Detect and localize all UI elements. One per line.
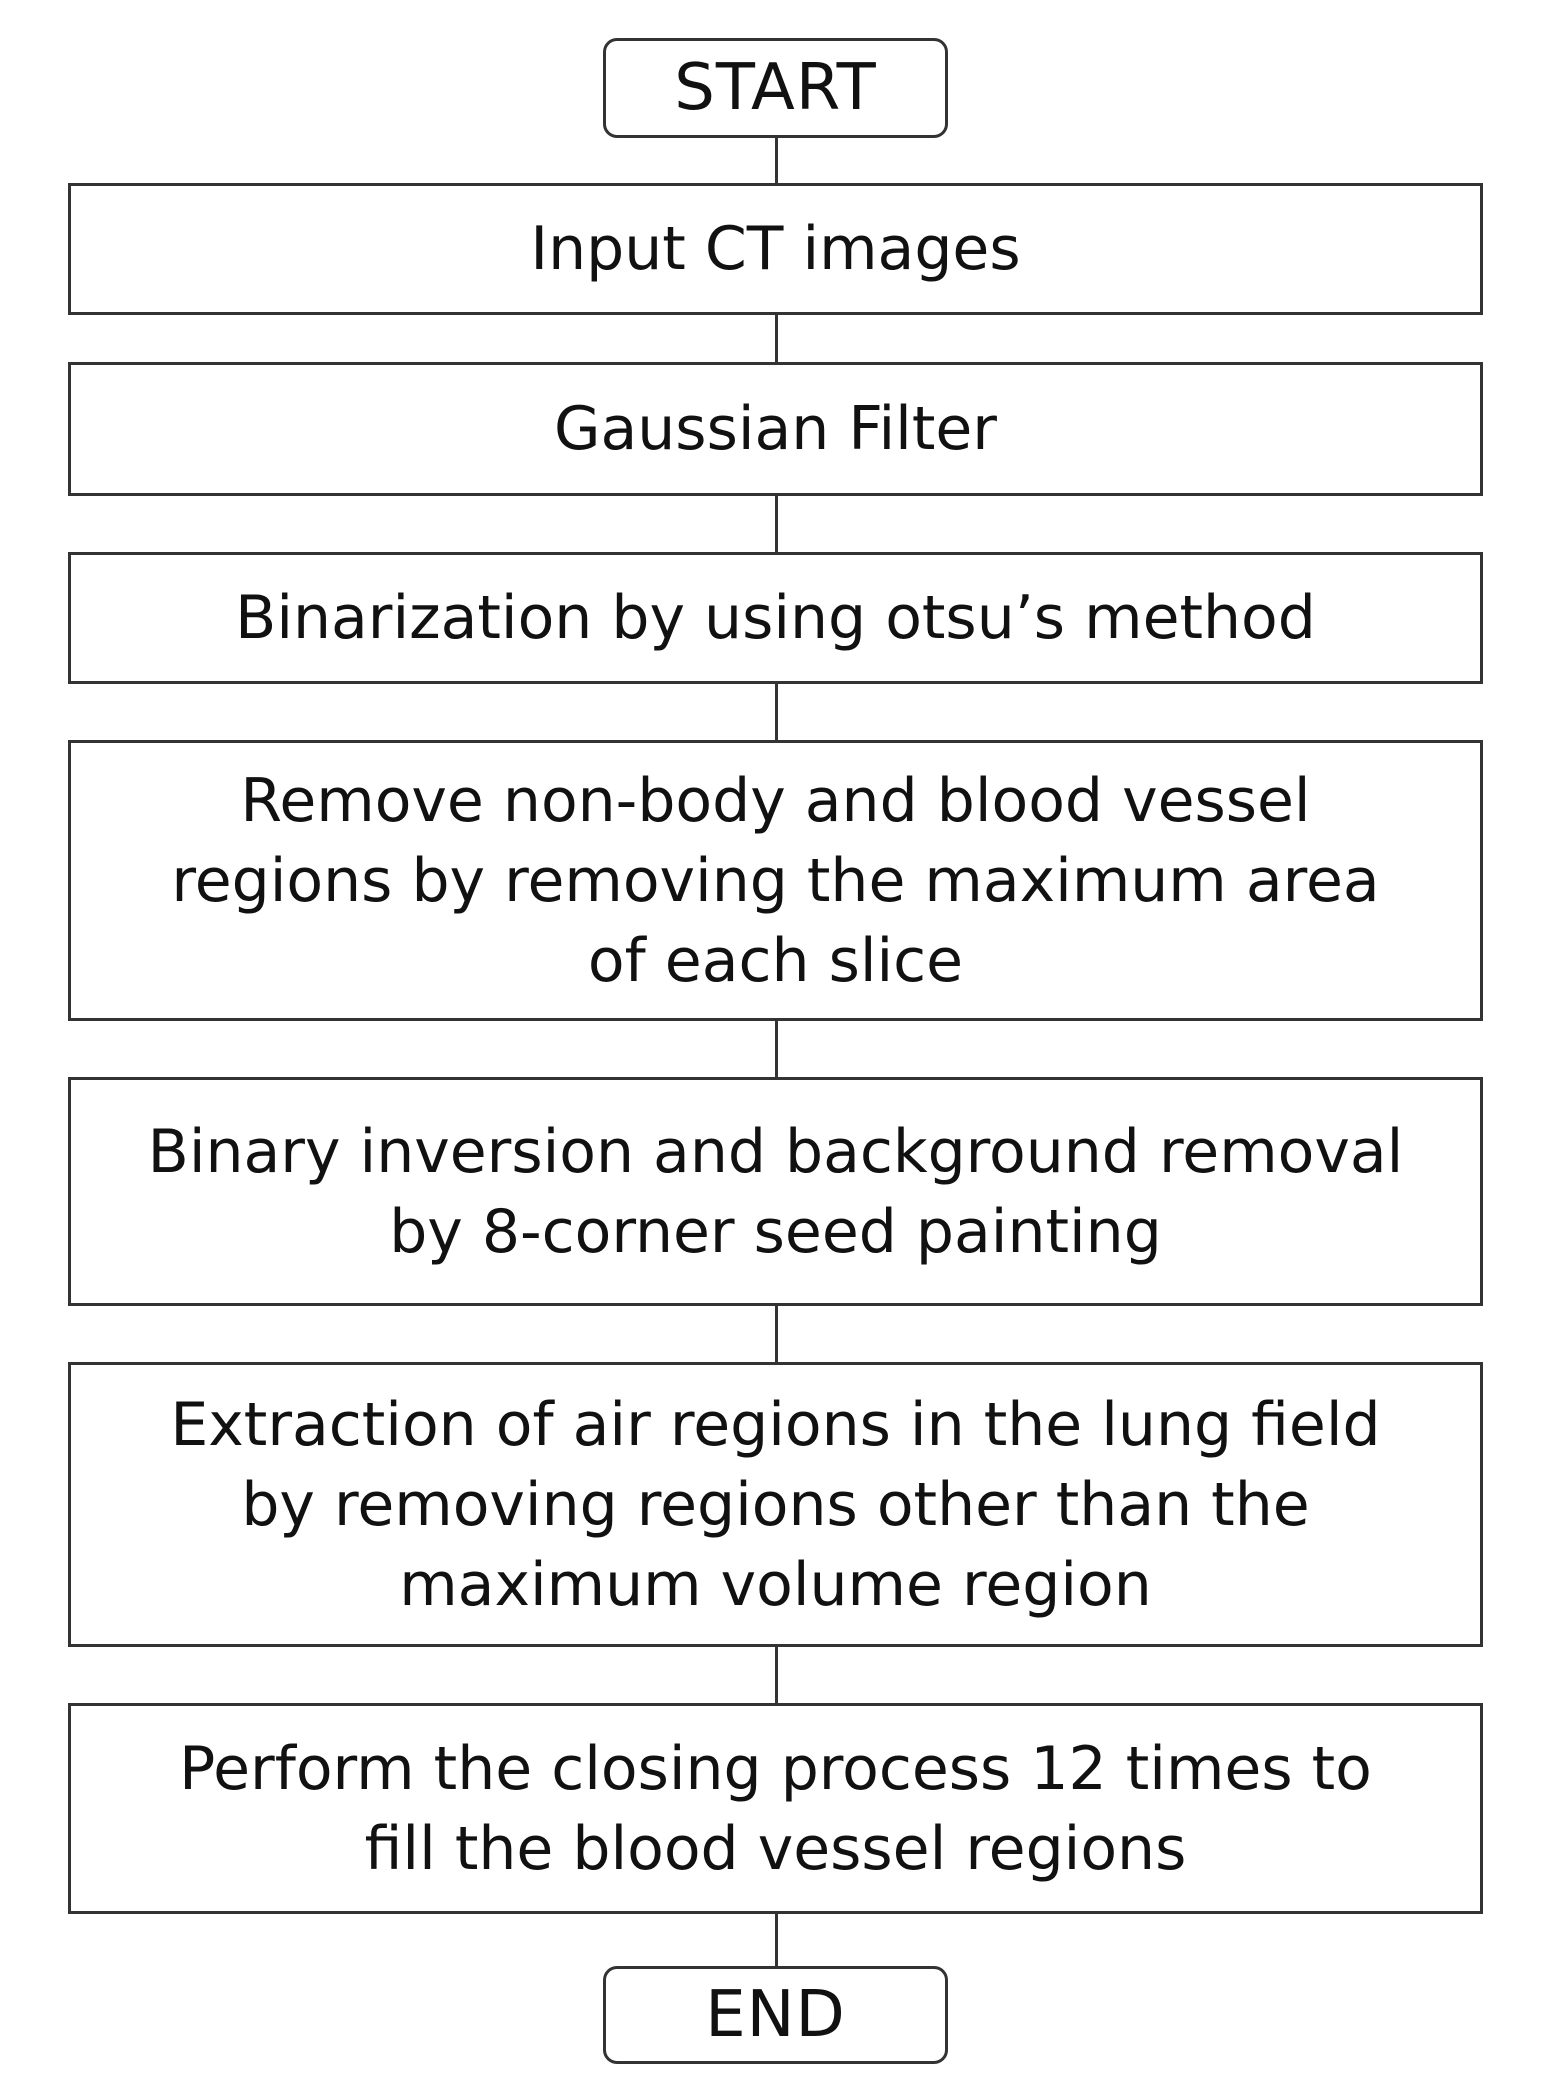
connector-line	[775, 135, 778, 185]
step-remove-non-body	[68, 740, 1483, 1021]
end-label: END	[705, 1978, 846, 2052]
step-text: Gaussian Filter	[554, 394, 997, 464]
step-text: Input CT images	[530, 214, 1021, 284]
connector-line	[775, 1304, 778, 1364]
step-binarization	[68, 552, 1483, 684]
connector-line	[775, 1645, 778, 1705]
connector-line	[775, 313, 778, 364]
step-text: Binary inversion and background removal by 8-corner seed painting	[147, 1116, 1404, 1267]
connector-line	[775, 1019, 778, 1079]
step-extraction-air-regions	[68, 1362, 1483, 1647]
step-text: Perform the closing process 12 times to fill the blood vessel regions	[179, 1733, 1372, 1884]
step-text: Extraction of air regions in the lung field by removing regions other than the maximum volume region	[170, 1389, 1381, 1620]
step-binary-inversion	[68, 1077, 1483, 1306]
step-text: Remove non-body and blood vessel regions by removing the maximum area of each slice	[171, 765, 1380, 996]
connector-line	[775, 1912, 778, 1968]
start-label: START	[674, 51, 877, 125]
end-terminal	[603, 1966, 948, 2064]
step-closing-process	[68, 1703, 1483, 1914]
connector-line	[775, 494, 778, 554]
start-terminal	[603, 38, 948, 138]
connector-line	[775, 682, 778, 742]
step-text: Binarization by using otsu’s method	[235, 583, 1316, 653]
step-input-ct-images	[68, 183, 1483, 315]
step-gaussian-filter	[68, 362, 1483, 496]
